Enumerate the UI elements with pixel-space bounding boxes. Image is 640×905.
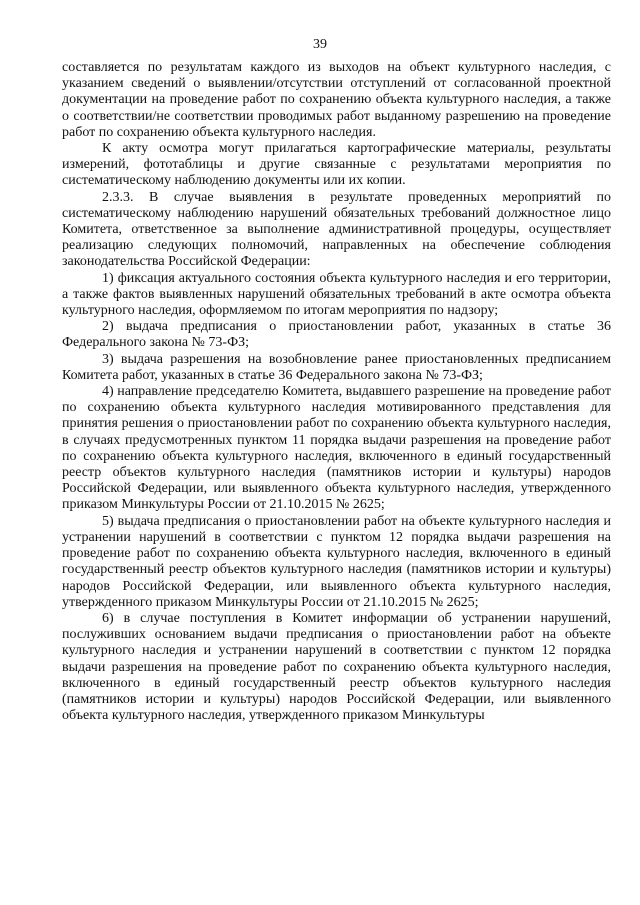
paragraph-attachments: К акту осмотра могут прилагаться картографические материалы, результаты измерений, фототаблицы и другие связанные с результатами мероприятия по систематическому наблюдению документы или их копии. xyxy=(62,141,611,189)
list-item-2: 2) выдача предписания о приостановлении работ, указанных в статье 36 Федерального закона № 73-ФЗ; xyxy=(62,319,611,351)
list-item-4: 4) направление председателю Комитета, выдавшего разрешение на проведение работ по сохранению объекта культурного наследия мотивированного представления для принятия решения о приостановлении работ по сохранению объекта культурного наследия, в случаях предусмотренных пунктом 11 порядка выдачи разрешения на проведение работ по сохранению объекта культурного наследия, включенного в единый государственный реестр объектов культурного наследия (памятников истории и культуры) народов Российской Федерации, или выявленного объекта культурного наследия, утвержденного приказом Минкультуры России от 21.10.2015 № 2625; xyxy=(62,384,611,513)
list-item-3: 3) выдача разрешения на возобновление ранее приостановленных предписанием Комитета работ, указанных в статье 36 Федерального закона № 73-ФЗ; xyxy=(62,351,611,383)
paragraph-continuation: составляется по результатам каждого из выходов на объект культурного наследия, с указанием сведений о выявлении/отсутствии отступлений от согласованной проектной документации на проведение работ по сохранению объекта культурного наследия, а также о соответствии/не соответствии проводимых работ выданному разрешению на проведение работ по сохранению объекта культурного наследия. xyxy=(62,60,611,140)
list-item-5: 5) выдача предписания о приостановлении работ на объекте культурного наследия и устранении нарушений в соответствии с пунктом 12 порядка выдачи разрешения на проведение работ по сохранению объекта культурного наследия, включенного в единый государственный реестр объектов культурного наследия (памятников истории и культуры) народов Российской Федерации, или выявленного объекта культурного наследия, утвержденного приказом Минкультуры России от 21.10.2015 № 2625; xyxy=(62,513,611,610)
list-item-1: 1) фиксация актуального состояния объекта культурного наследия и его территории, а также фактов выявленных нарушений обязательных требований в акте осмотра объекта культурного наследия, оформляемом по итогам мероприятия по надзору; xyxy=(62,270,611,319)
list-item-6: 6) в случае поступления в Комитет информации об устранении нарушений, послуживших основанием выдачи предписания о приостановлении работ на объекте культурного наследия и устранении нарушений в соответствии с пунктом 12 порядка выдачи разрешения на проведение работ по сохранению объекта культурного наследия, включенного в единый государственный реестр объектов культурного наследия (памятников истории и культуры) народов Российской Федерации, или выявленного объекта культурного наследия, утвержденного приказом Минкультуры xyxy=(62,610,611,724)
paragraph-2-3-3: 2.3.3. В случае выявления в результате проведенных мероприятий по систематическому наблюдению нарушений обязательных требований должностное лицо Комитета, ответственное за выполнение административной процедуры, осуществляет реализацию следующих полномочий, направленных на обеспечение соблюдения законодательства Российской Федерации: xyxy=(62,189,611,270)
document-body xyxy=(62,60,611,724)
page-number: 39 xyxy=(313,37,327,52)
